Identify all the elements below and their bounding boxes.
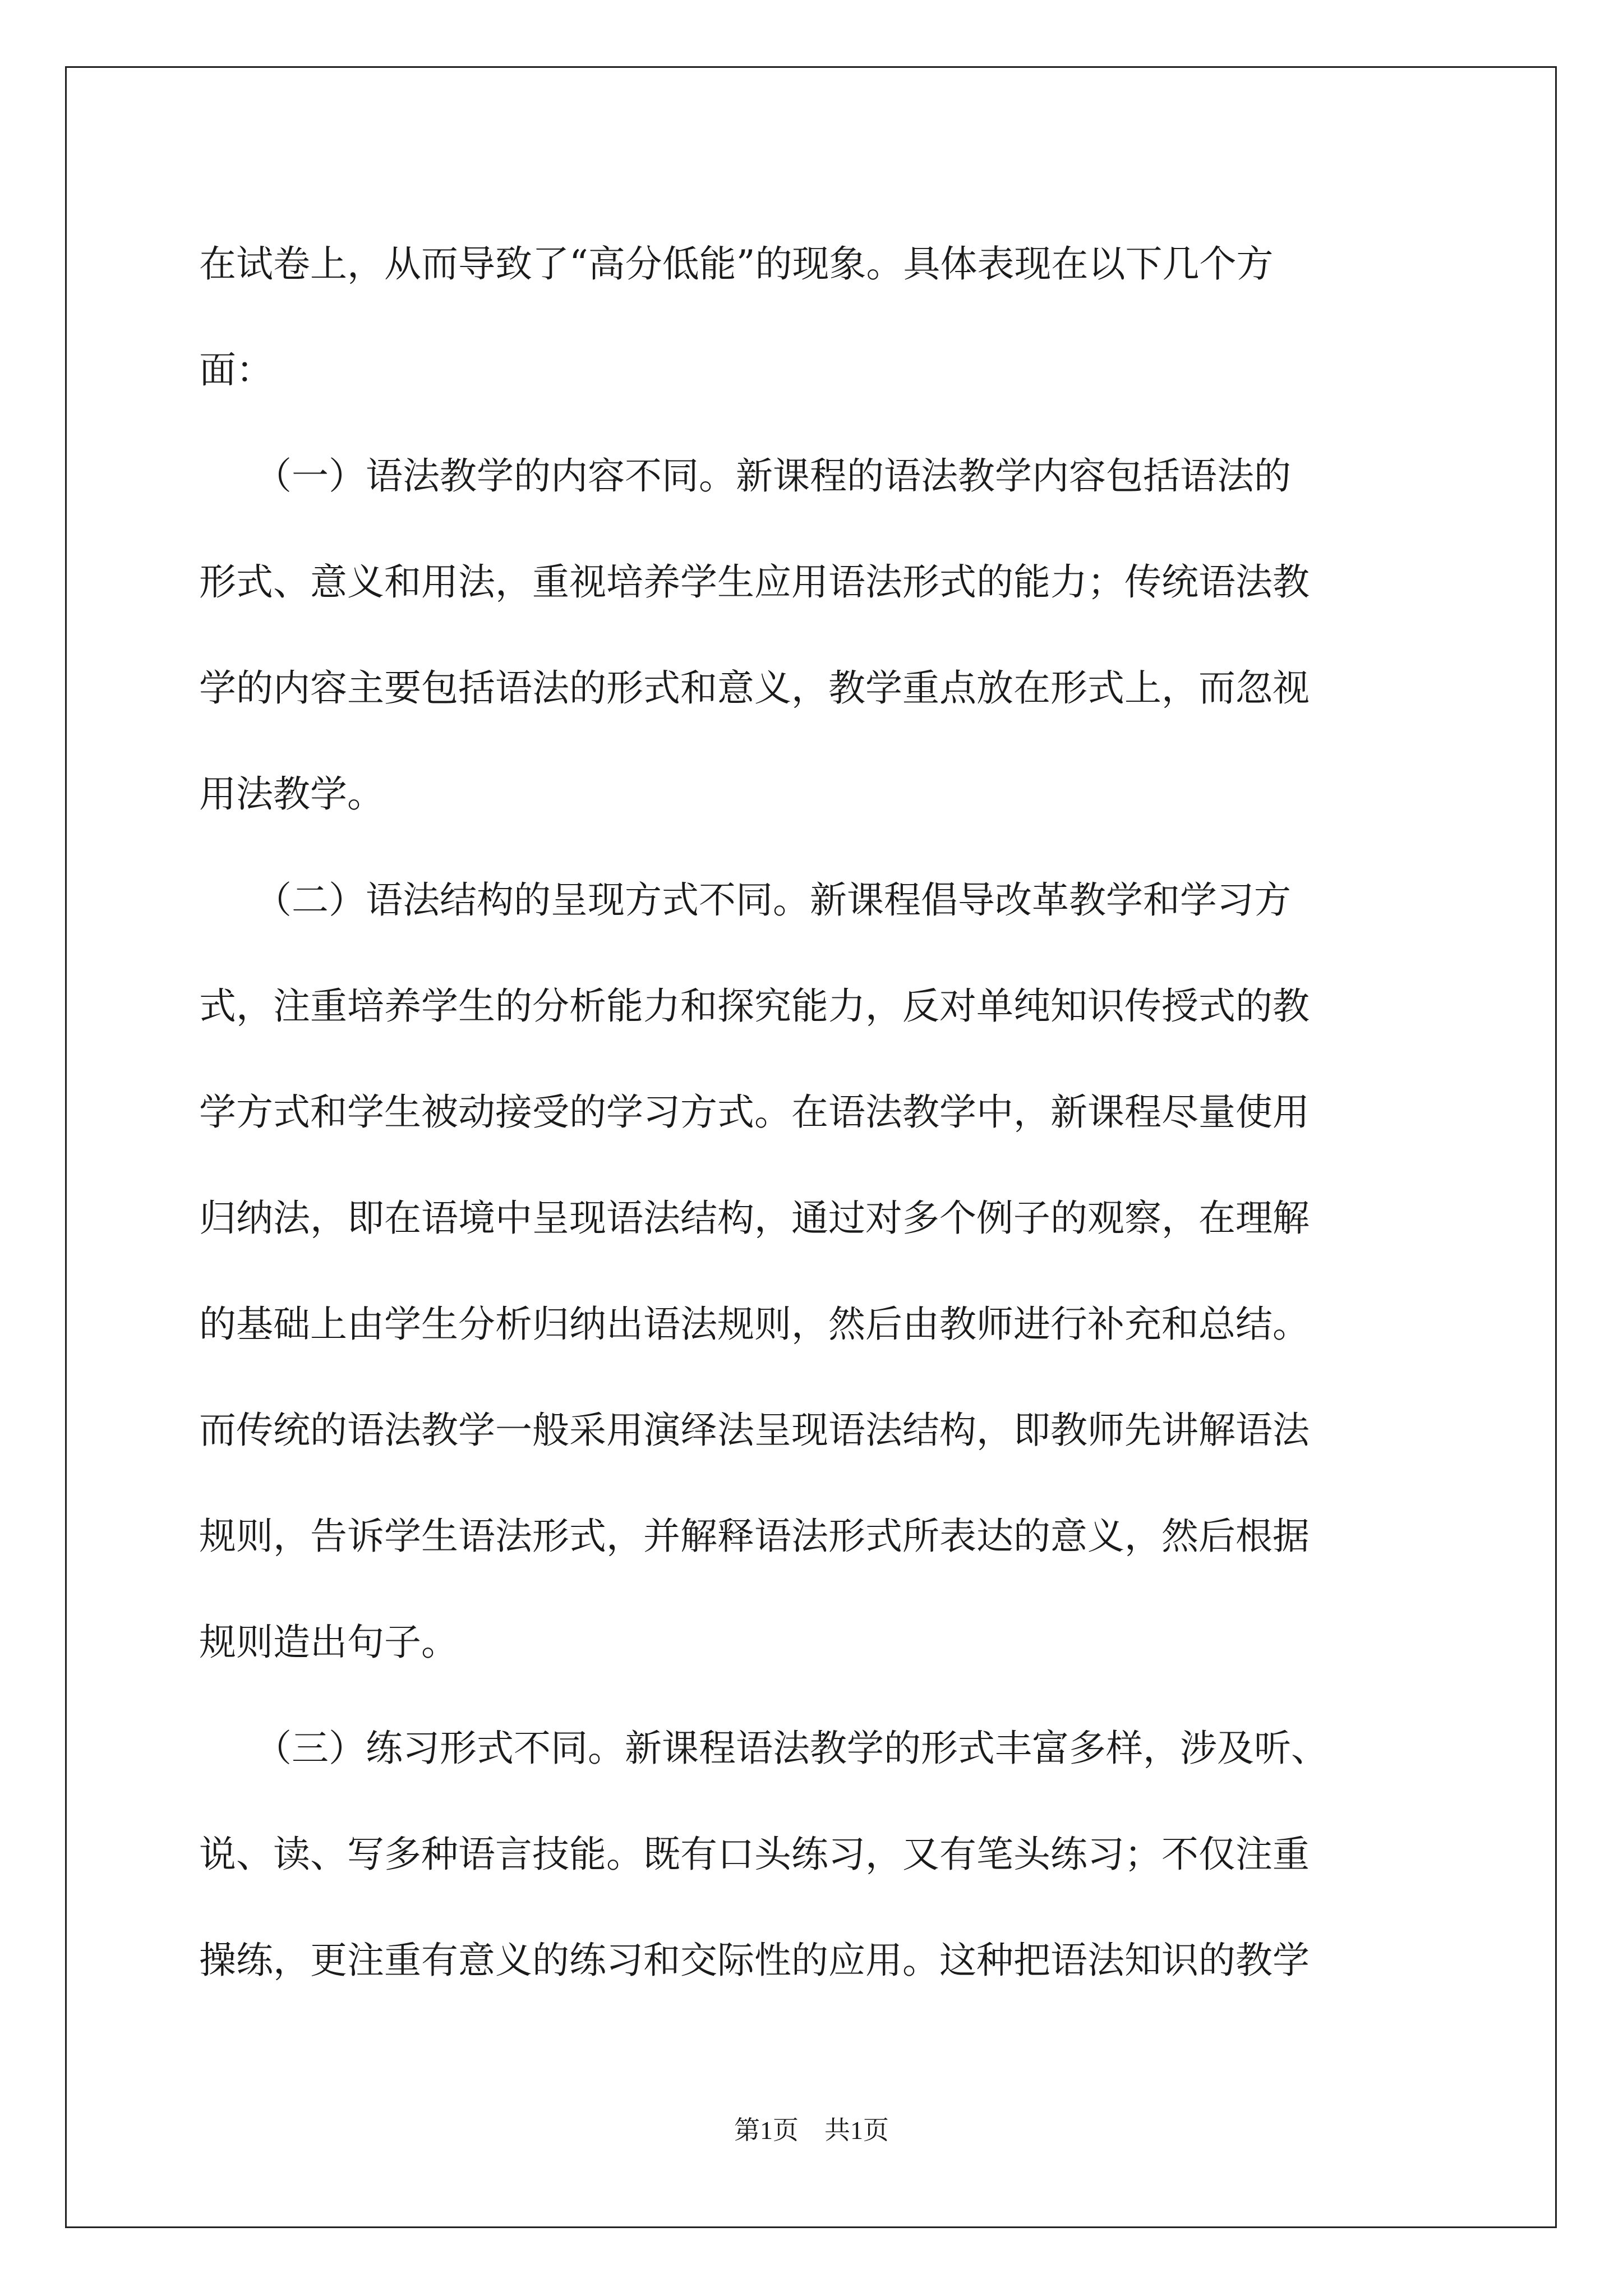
text-line: 学方式和学生被动接受的学习方式。在语法教学中，新课程尽量使用 xyxy=(199,1091,1310,1134)
text-line: 规则造出句子。 xyxy=(199,1621,458,1664)
text-line: （二）语法结构的呈现方式不同。新课程倡导改革教学和学习方 xyxy=(199,878,1291,922)
text-line: 式，注重培养学生的分析能力和探究能力，反对单纯知识传授式的教 xyxy=(199,984,1310,1028)
text-line: 规则，告诉学生语法形式，并解释语法形式所表达的意义，然后根据 xyxy=(199,1515,1310,1558)
text-line: 在试卷上，从而导致了“高分低能”的现象。具体表现在以下几个方 xyxy=(199,242,1274,286)
text-line: 用法教学。 xyxy=(199,772,384,816)
text-line: 的基础上由学生分析归纳出语法规则，然后由教师进行补充和总结。 xyxy=(199,1303,1310,1346)
text-line: 学的内容主要包括语法的形式和意义，教学重点放在形式上，而忽视 xyxy=(199,666,1310,710)
text-line: （三）练习形式不同。新课程语法教学的形式丰富多样，涉及听、 xyxy=(199,1727,1328,1770)
text-line: 说、读、写多种语言技能。既有口头练习，又有笔头练习；不仅注重 xyxy=(199,1833,1310,1876)
document-body xyxy=(199,211,1461,2013)
text-line: 形式、意义和用法，重视培养学生应用语法形式的能力；传统语法教 xyxy=(199,560,1310,604)
text-line: （一）语法教学的内容不同。新课程的语法教学内容包括语法的 xyxy=(199,454,1291,498)
text-line: 归纳法，即在语境中呈现语法结构，通过对多个例子的观察，在理解 xyxy=(199,1197,1310,1240)
text-line: 操练，更注重有意义的练习和交际性的应用。这种把语法知识的教学 xyxy=(199,1939,1310,1982)
text-line: 而传统的语法教学一般采用演绎法呈现语法结构，即教师先讲解语法 xyxy=(199,1409,1310,1452)
text-line: 面： xyxy=(199,348,273,392)
page-footer: 第1页 共1页 xyxy=(734,2116,889,2145)
